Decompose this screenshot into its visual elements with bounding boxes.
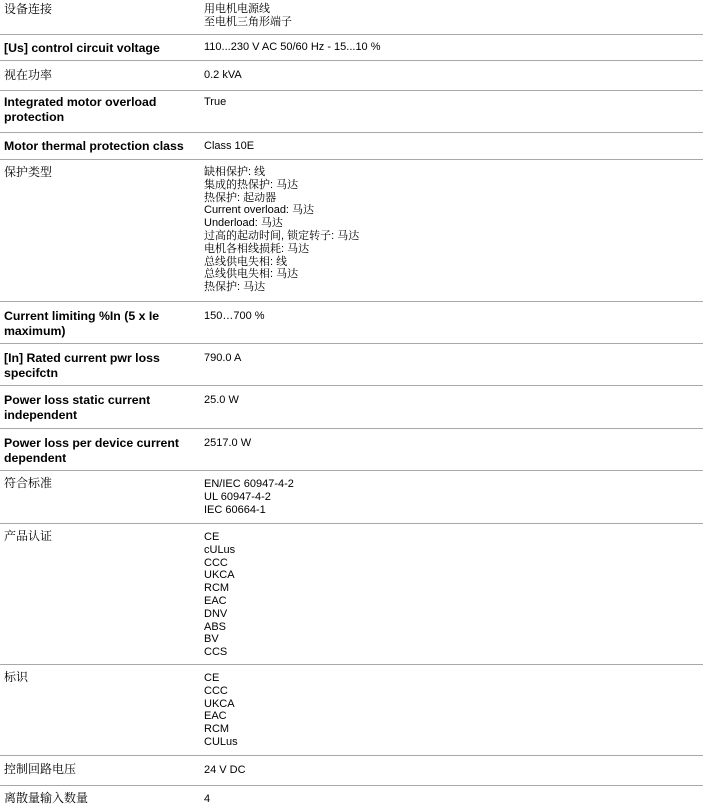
- value-line: CCS: [204, 646, 228, 659]
- value-line: BV: [204, 633, 219, 646]
- row-label: Power loss per device current dependent: [4, 436, 179, 465]
- value-line: UKCA: [204, 569, 235, 582]
- row-label: 符合标准: [4, 476, 53, 490]
- row-rated-current: [0, 344, 703, 386]
- value-line: EAC: [204, 594, 227, 607]
- value-line: CULus: [204, 735, 238, 748]
- row-value: [204, 0, 703, 34]
- value-line: CCC: [204, 556, 228, 569]
- row-apparent-power: [0, 61, 703, 91]
- value-line: Underload: 马达: [204, 217, 283, 230]
- row-label: 设备连接: [4, 2, 53, 16]
- value-line: 2517.0 W: [204, 437, 252, 449]
- value-line: UKCA: [204, 697, 235, 710]
- value-line: 总线供电失相: 线: [204, 255, 288, 268]
- value-line: True: [204, 96, 227, 108]
- row-thermal-class: [0, 133, 703, 160]
- row-value: [204, 665, 703, 755]
- value-line: CCC: [204, 684, 228, 697]
- value-line: 总线供电失相: 马达: [204, 268, 299, 281]
- row-value: [204, 386, 703, 428]
- value-line: 缺相保护: 线: [204, 166, 266, 178]
- row-label: 保护类型: [4, 165, 53, 179]
- value-line: 热保护: 马达: [204, 281, 266, 294]
- row-label: 离散量输入数量: [4, 791, 89, 805]
- value-line: Current overload: 马达: [204, 204, 315, 217]
- row-certifications: [0, 524, 703, 665]
- value-line: 过高的起动时间, 锁定转子: 马达: [204, 229, 360, 242]
- row-value: [204, 35, 703, 60]
- row-power-loss-static: [0, 386, 703, 429]
- value-line: UL 60947-4-2: [204, 490, 271, 503]
- value-line: 热保护: 起动器: [204, 191, 277, 204]
- row-label: 控制回路电压: [4, 762, 77, 776]
- value-line: EAC: [204, 710, 227, 723]
- row-label: 视在功率: [4, 68, 53, 82]
- value-line: 110...230 V AC 50/60 Hz - 15...10 %: [204, 41, 381, 53]
- row-motor-overload: [0, 91, 703, 133]
- value-line: 790.0 A: [204, 352, 242, 364]
- row-value: [204, 344, 703, 385]
- row-value: [204, 524, 703, 664]
- row-discrete-inputs: [0, 786, 703, 811]
- value-line: RCM: [204, 582, 230, 595]
- value-line: 至电机三角形端子: [204, 15, 292, 28]
- row-value: [204, 61, 703, 90]
- row-value: [204, 429, 703, 470]
- value-line: 集成的热保护: 马达: [204, 178, 299, 191]
- row-current-limiting: [0, 302, 703, 344]
- value-line: 25.0 W: [204, 394, 239, 406]
- row-control-voltage: [0, 756, 703, 786]
- value-line: cULus: [204, 543, 236, 556]
- value-line: Class 10E: [204, 140, 255, 152]
- value-line: CE: [204, 531, 220, 543]
- row-label: Current limiting %In (5 x Ie maximum): [4, 309, 160, 338]
- row-value: [204, 91, 703, 132]
- value-line: 150…700 %: [204, 310, 265, 322]
- row-markings: [0, 665, 703, 756]
- row-standards: [0, 471, 703, 524]
- row-label: Power loss static current independent: [4, 393, 151, 422]
- row-value: [204, 302, 703, 343]
- row-label: 标识: [4, 670, 29, 684]
- value-line: CE: [204, 672, 220, 684]
- row-label: Motor thermal protection class: [4, 139, 184, 153]
- value-line: ABS: [204, 620, 227, 633]
- row-label: [In] Rated current pwr loss specifctn: [4, 351, 160, 380]
- value-line: EN/IEC 60947-4-2: [204, 478, 294, 490]
- value-line: 电机各相线损耗: 马达: [204, 242, 310, 255]
- value-line: 用电机电源线: [204, 3, 270, 15]
- value-line: 4: [204, 793, 211, 805]
- row-label: Integrated motor overload protection: [4, 95, 157, 124]
- row-label: 产品认证: [4, 529, 53, 543]
- value-line: 0.2 kVA: [204, 69, 242, 81]
- value-line: IEC 60664-1: [204, 503, 266, 516]
- row-power-loss-dependent: [0, 429, 703, 471]
- row-value: [204, 756, 703, 785]
- row-value: [204, 786, 703, 811]
- row-label: [Us] control circuit voltage: [4, 41, 160, 55]
- row-value: [204, 133, 703, 159]
- row-value: [204, 160, 703, 301]
- row-protection-type: [0, 160, 703, 302]
- row-control-circuit-voltage: [0, 35, 703, 61]
- value-line: RCM: [204, 723, 230, 736]
- row-device-connection: [0, 0, 703, 35]
- value-line: 24 V DC: [204, 764, 246, 776]
- value-line: DNV: [204, 607, 228, 620]
- row-value: [204, 471, 703, 523]
